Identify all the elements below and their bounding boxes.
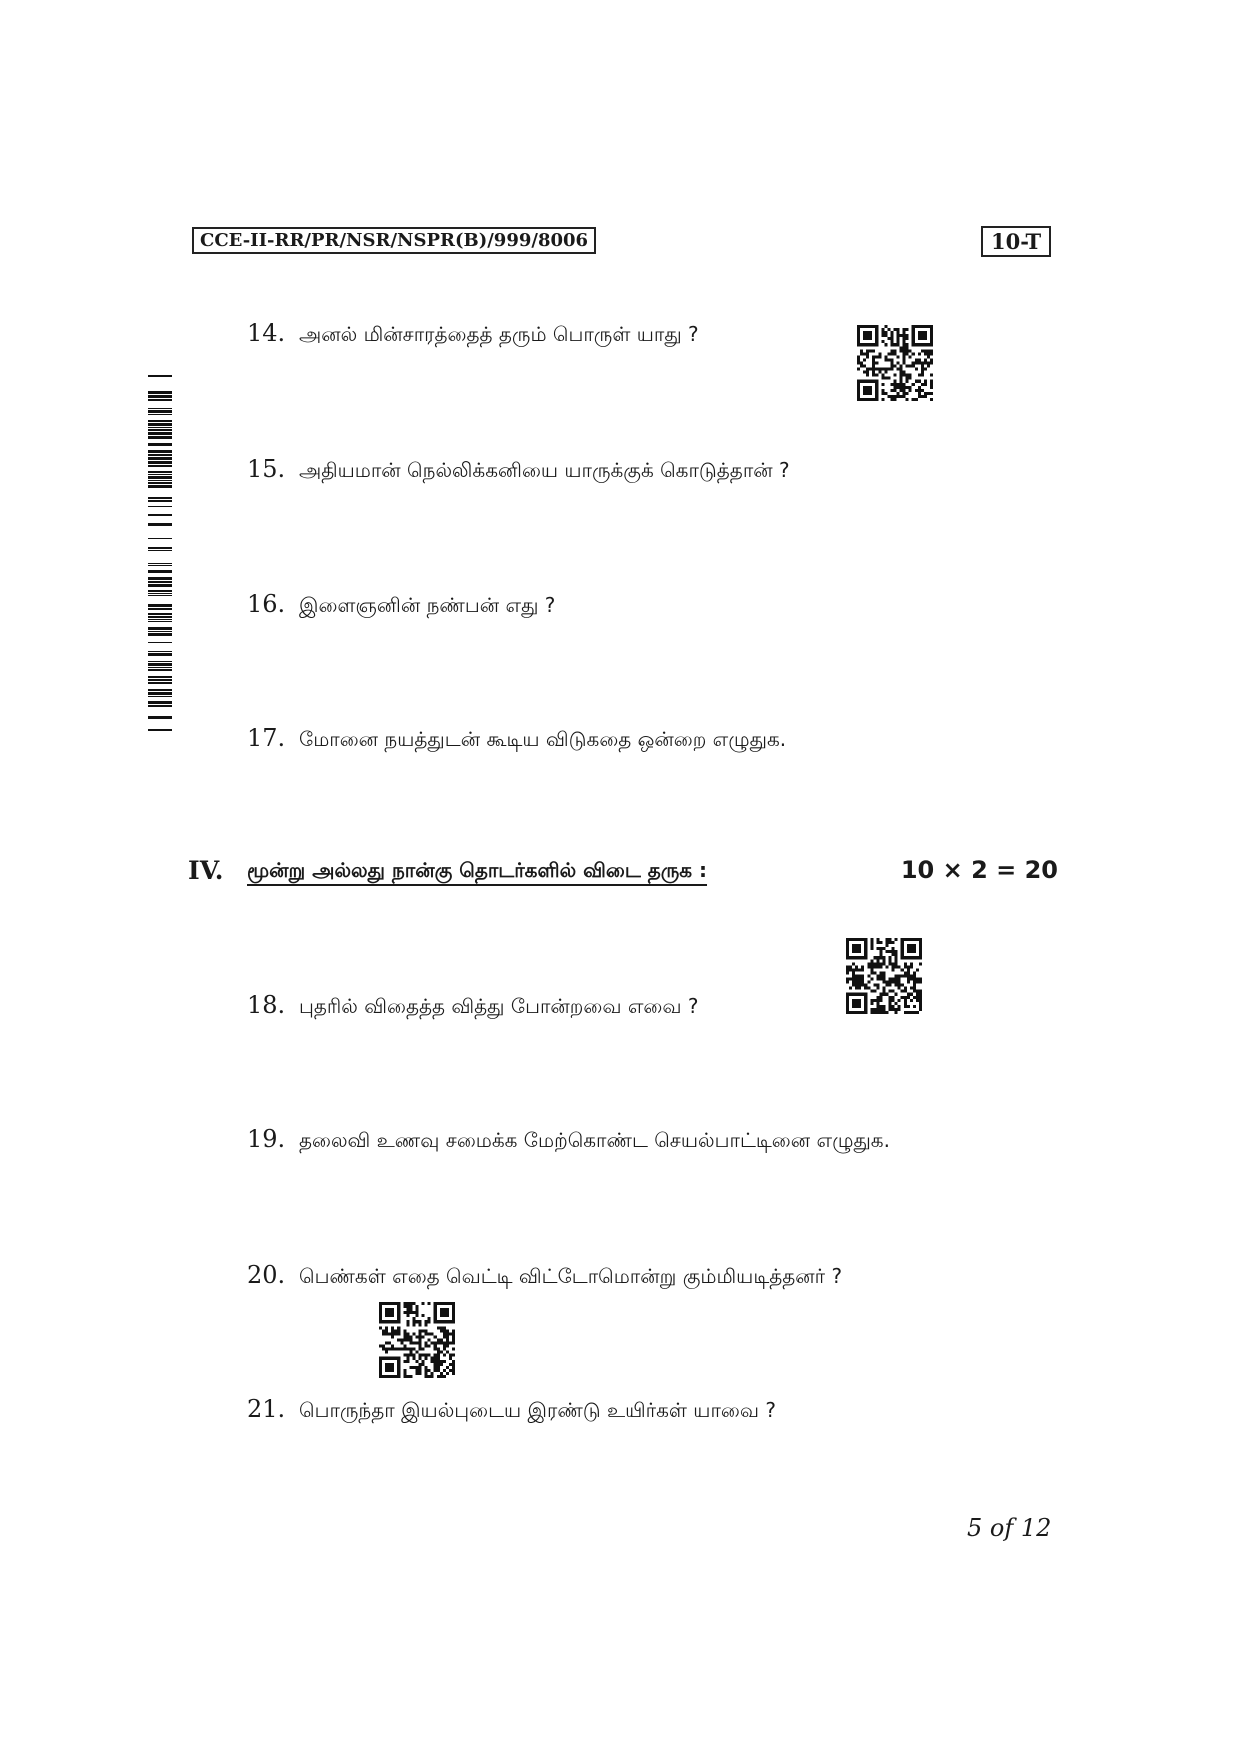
question-21 <box>247 1394 776 1426</box>
section-heading <box>188 856 1058 896</box>
question-number: 15. <box>247 455 286 483</box>
question-16 <box>247 589 555 621</box>
question-text: இளைஞனின் நண்பன் எது ? <box>299 593 556 617</box>
page-number: 5 of 12 <box>967 1514 1052 1542</box>
question-19 <box>247 1124 890 1156</box>
question-text: புதரில் விதைத்த வித்து போன்றவை எவை ? <box>299 994 699 1018</box>
question-text: பெண்கள் எதை வெட்டி விட்டோமொன்று கும்மியடித்தனர் ? <box>299 1264 843 1288</box>
question-text: அனல் மின்சாரத்தைத் தரும் பொருள் யாது ? <box>299 322 699 346</box>
section-instruction: மூன்று அல்லது நான்கு தொடர்களில் விடை தருக : <box>247 858 708 882</box>
question-number: 18. <box>247 991 286 1019</box>
page-code: 10-T <box>981 226 1051 257</box>
question-18 <box>247 990 698 1022</box>
question-number: 16. <box>247 590 286 618</box>
qr-code-icon <box>379 1302 455 1378</box>
qr-code-icon <box>846 938 922 1014</box>
section-marks: 10 × 2 = 20 <box>900 856 1058 884</box>
question-number: 20. <box>247 1261 286 1289</box>
question-number: 19. <box>247 1125 286 1153</box>
question-17 <box>247 723 786 755</box>
question-15 <box>247 454 790 486</box>
question-number: 14. <box>247 319 286 347</box>
question-number: 21. <box>247 1395 286 1423</box>
question-text: பொருந்தா இயல்புடைய இரண்டு உயிர்கள் யாவை ? <box>299 1398 776 1422</box>
paper-code: CCE-II-RR/PR/NSR/NSPR(B)/999/8006 <box>192 227 596 254</box>
question-text: தலைவி உணவு சமைக்க மேற்கொண்ட செயல்பாட்டினை எழுதுக. <box>299 1128 890 1152</box>
question-number: 17. <box>247 724 286 752</box>
question-text: மோனை நயத்துடன் கூடிய விடுகதை ஒன்றை எழுதுக. <box>299 727 787 751</box>
question-20 <box>247 1260 842 1292</box>
section-number: IV. <box>188 856 224 885</box>
qr-code-icon <box>857 325 933 401</box>
question-14 <box>247 318 699 350</box>
barcode-icon <box>148 375 172 735</box>
question-text: அதியமான் நெல்லிக்கனியை யாருக்குக் கொடுத்தான் ? <box>299 458 790 482</box>
